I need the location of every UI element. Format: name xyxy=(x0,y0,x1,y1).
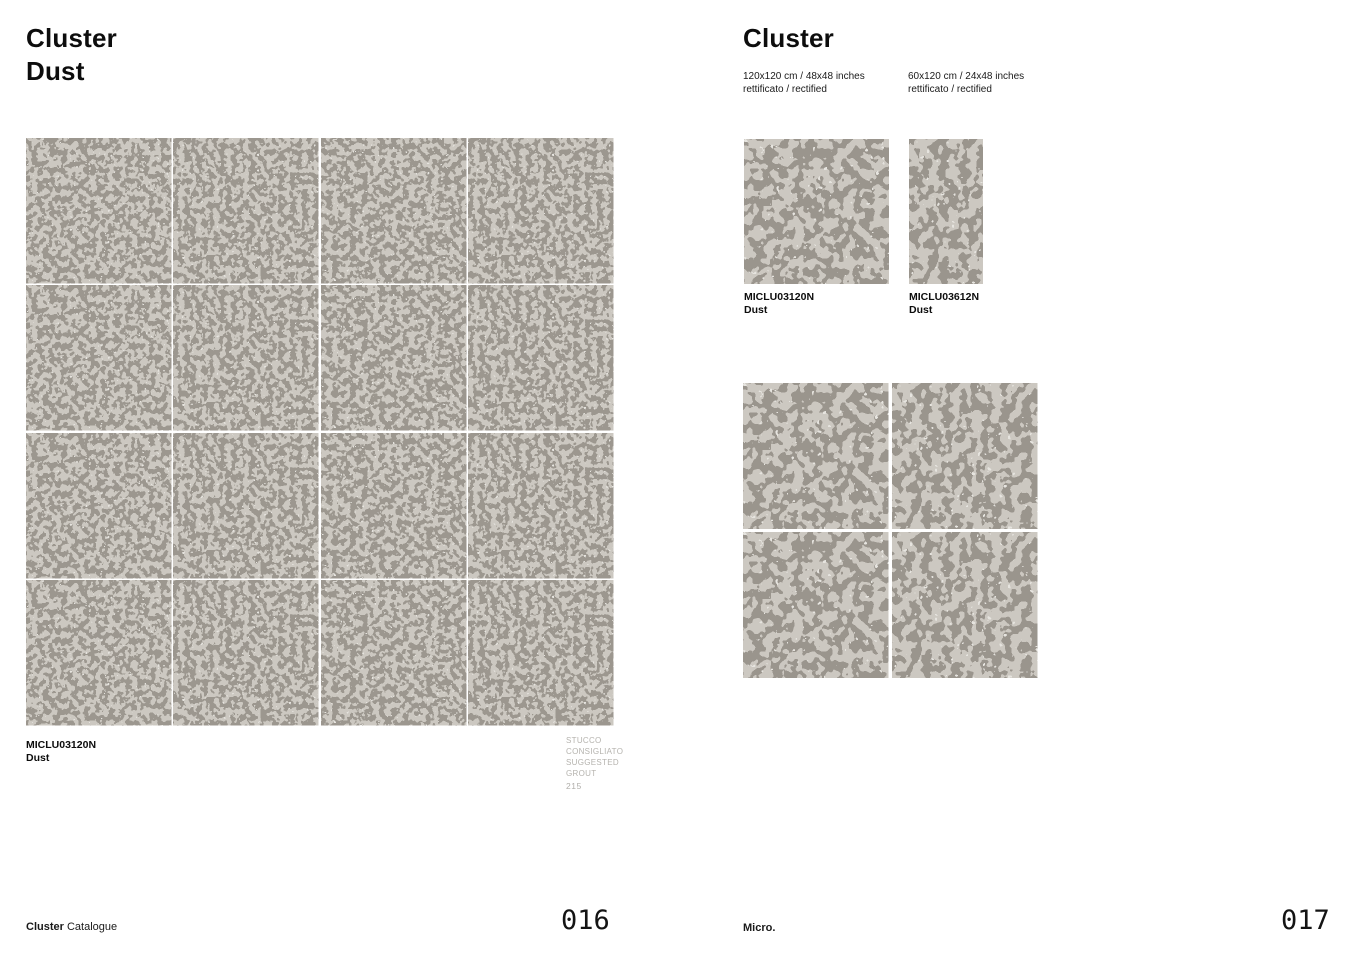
footer-label: Catalogue xyxy=(66,921,118,933)
product-color: Dust xyxy=(909,304,933,316)
page-title-left xyxy=(26,22,117,88)
tile-swatch xyxy=(743,383,889,529)
title-line-collection: Cluster xyxy=(26,23,117,53)
product-code-block-left xyxy=(26,739,96,765)
footer-right xyxy=(743,922,775,934)
tile-swatch xyxy=(321,285,466,430)
product-color: Dust xyxy=(744,304,768,316)
tile-swatch xyxy=(26,580,171,725)
footer-brand: Micro. xyxy=(743,922,776,934)
tile-swatch xyxy=(468,285,613,430)
footer-brand: Cluster xyxy=(26,921,64,933)
product-code: MICLU03120N xyxy=(26,739,97,751)
page-number-left: 016 xyxy=(561,905,610,936)
page-number-right: 017 xyxy=(1281,905,1330,936)
title-line-collection: Cluster xyxy=(743,23,834,53)
tile-swatch xyxy=(173,285,318,430)
title-line-color: Dust xyxy=(26,56,85,86)
tile-swatch xyxy=(321,433,466,578)
grout-note-line: STUCCO xyxy=(566,736,602,745)
product-color: Dust xyxy=(26,752,50,764)
format-size: 120x120 cm / 48x48 inches xyxy=(743,71,865,82)
tile-swatch xyxy=(892,383,1038,529)
swatch-120x120 xyxy=(744,139,889,284)
tile-swatch xyxy=(321,138,466,283)
tile-swatch xyxy=(892,532,1038,678)
grout-note-line: CONSIGLIATO xyxy=(566,747,624,756)
tile-swatch xyxy=(468,433,613,578)
swatch-60x120 xyxy=(909,139,983,284)
format-spec-120 xyxy=(743,71,865,96)
format-size: 60x120 cm / 24x48 inches xyxy=(908,71,1025,82)
tile-swatch xyxy=(468,138,613,283)
tile-swatch xyxy=(173,138,318,283)
format-finish: rettificato / rectified xyxy=(743,83,827,95)
grout-note xyxy=(566,735,623,779)
tile-swatch xyxy=(173,433,318,578)
tile-swatch xyxy=(743,532,889,678)
grout-value: 215 xyxy=(566,781,582,791)
format-spec-60 xyxy=(908,71,1024,96)
product-code: MICLU03120N xyxy=(744,291,815,303)
product-code-block-120 xyxy=(744,291,814,317)
product-code-block-60 xyxy=(909,291,979,317)
product-code: MICLU03612N xyxy=(909,291,980,303)
grout-note-line: SUGGESTED xyxy=(566,758,619,767)
format-finish: rettificato / rectified xyxy=(908,83,992,95)
tile-swatch xyxy=(321,580,466,725)
footer-left xyxy=(26,921,117,933)
tile-swatch xyxy=(26,138,171,283)
tile-swatch xyxy=(468,580,613,725)
grout-note-line: GROUT xyxy=(566,769,597,778)
tile-grid-4x4 xyxy=(26,138,613,725)
tile-swatch xyxy=(26,433,171,578)
tile-grid-2x2 xyxy=(743,383,1037,678)
tile-swatch xyxy=(173,580,318,725)
tile-swatch xyxy=(26,285,171,430)
page-title-right xyxy=(743,22,834,55)
